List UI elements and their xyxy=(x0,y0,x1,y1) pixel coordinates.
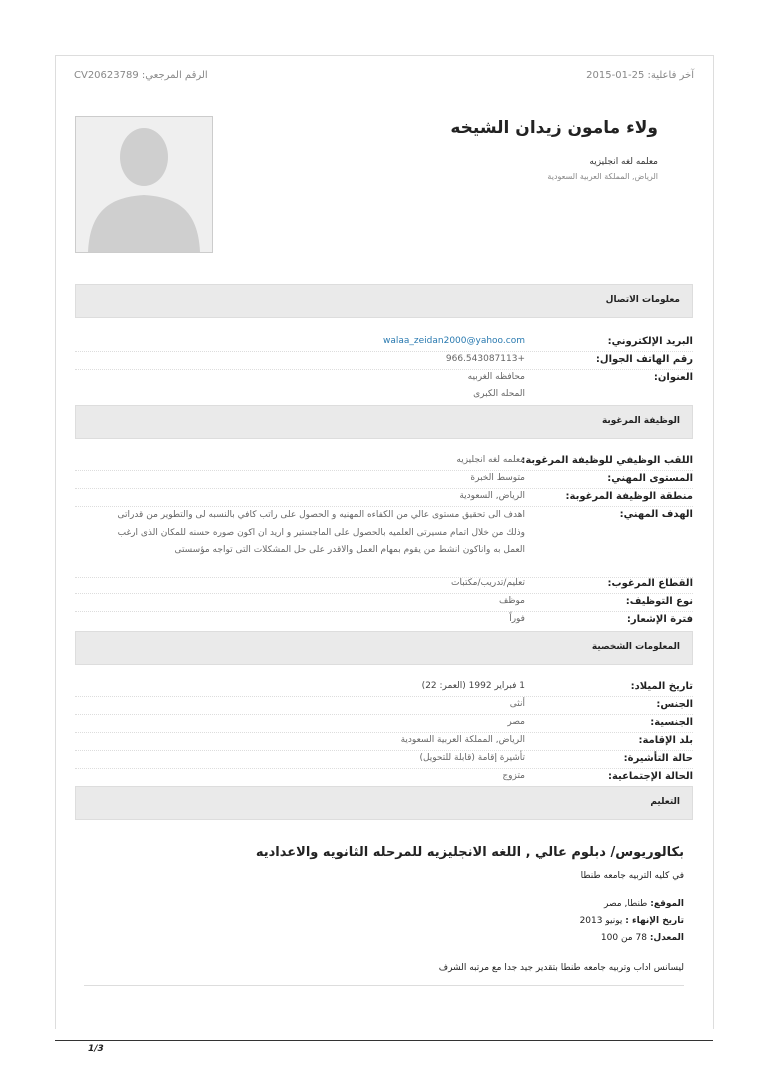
row-value: موظف xyxy=(499,596,525,606)
row-value: الرياض, السعودية xyxy=(459,491,525,501)
row-label: رقم الهاتف الجوال: xyxy=(595,354,693,365)
contact-row-email xyxy=(75,336,693,352)
candidate-name: ولاء مامون زيدان الشيخه xyxy=(450,118,658,138)
section-title: الوظيفة المرغوبة xyxy=(601,416,680,426)
row-value: 1 فبراير 1992 (العمر: 22) xyxy=(421,681,525,691)
target-row-objective xyxy=(75,509,693,578)
top-bar xyxy=(74,70,694,86)
personal-row-gender xyxy=(75,699,693,715)
avatar-placeholder-icon xyxy=(76,117,212,252)
education-description: ليسانس اداب وتربيه جامعه طنطا بتقدير جيد جدا مع مرتبه الشرف xyxy=(438,963,684,973)
contact-row-address xyxy=(75,372,693,402)
target-row-region xyxy=(75,491,693,507)
row-value: متوسط الخبرة xyxy=(470,473,525,483)
education-location-value: طنطا, مصر xyxy=(604,899,648,909)
row-value-line2: المحله الكبرى xyxy=(473,389,525,399)
page-number: 1/3 xyxy=(88,1044,104,1054)
row-value: محافظه الغربيه xyxy=(467,372,525,382)
education-divider xyxy=(84,985,684,986)
education-location-label: الموقع: xyxy=(650,899,684,909)
row-label: حالة التأشيرة: xyxy=(623,753,693,764)
section-title: معلومات الاتصال xyxy=(605,295,680,305)
row-label: الجنسية: xyxy=(650,717,693,728)
target-row-title xyxy=(75,455,693,471)
education-end-value: يونيو 2013 xyxy=(579,916,623,926)
row-label: الجنس: xyxy=(656,699,693,710)
section-title: المعلومات الشخصية xyxy=(591,642,680,652)
target-row-notice xyxy=(75,614,693,629)
row-value: متزوج xyxy=(502,771,525,781)
target-row-level xyxy=(75,473,693,489)
row-label: نوع التوظيف: xyxy=(625,596,693,607)
row-value: اهدف الى تحقيق مستوى عالي من الكفاءه المهنيه و الحصول على راتب كافي بالنسبه لى والتطوير من قدراتى وذلك من خلال اتمام مسيرتى العلميه بالحصول على الماجستير و اريد ان اكون صوره حسنه للمكان الذى ارغب العمل به واناكون انشط من يقوم بمهام العمل والاقدر على حل المشكلات التى تواجه مؤسستى xyxy=(117,510,525,555)
personal-row-nationality xyxy=(75,717,693,733)
row-label: العنوان: xyxy=(653,372,693,383)
section-personal-header xyxy=(75,631,693,665)
section-target-job-header xyxy=(75,405,693,439)
footer-divider xyxy=(55,1040,713,1041)
row-label: الهدف المهني: xyxy=(619,509,693,520)
row-value: معلمه لغه انجليزيه xyxy=(456,455,525,465)
education-grade-label: المعدل: xyxy=(649,933,684,943)
target-row-employment-type xyxy=(75,596,693,612)
row-label: تاريخ الميلاد: xyxy=(630,681,693,692)
row-value: فوراً xyxy=(509,614,525,624)
section-education-header xyxy=(75,786,693,820)
section-title: التعليم xyxy=(650,797,680,807)
row-label: فترة الإشعار: xyxy=(626,614,693,625)
email-link[interactable]: walaa_zeidan2000@yahoo.com xyxy=(383,336,525,346)
personal-row-marital xyxy=(75,771,693,786)
row-label: اللقب الوظيفي للوظيفة المرغوبة: xyxy=(521,455,693,466)
target-row-sector xyxy=(75,578,693,594)
row-label: المستوى المهني: xyxy=(607,473,693,484)
last-activity: آخر فاعلية: 25-01-2015 xyxy=(586,70,694,81)
personal-row-birthdate xyxy=(75,681,693,697)
education-location xyxy=(604,899,684,909)
row-value: مصر xyxy=(507,717,525,727)
contact-row-phone xyxy=(75,354,693,370)
row-label: القطاع المرغوب: xyxy=(607,578,693,589)
row-label: البريد الإلكتروني: xyxy=(607,336,693,347)
education-grade xyxy=(601,933,684,943)
row-value: تعليم/تدريب/مكتبات xyxy=(451,578,525,588)
profile-photo xyxy=(75,116,213,253)
row-value: أنثى xyxy=(509,699,525,709)
education-institution: في كليه التربيه جامعه طنطا xyxy=(580,871,684,881)
row-value: تأشيرة إقامة (قابلة للتحويل) xyxy=(419,753,525,763)
row-value: الرياض, المملكة العربية السعودية xyxy=(400,735,525,745)
reference-number: الرقم المرجعي: CV20623789 xyxy=(74,70,208,81)
row-value: +966.543087113 xyxy=(445,354,525,364)
candidate-location: الرياض, المملكة العربية السعودية xyxy=(547,172,658,181)
education-end-label: تاريخ الإنهاء : xyxy=(625,916,684,926)
personal-row-residence xyxy=(75,735,693,751)
personal-row-visa xyxy=(75,753,693,769)
candidate-job-title: معلمه لغه انجليزيه xyxy=(589,157,658,167)
education-grade-value: 78 من 100 xyxy=(600,933,647,943)
row-label: منطقة الوظيفة المرغوبة: xyxy=(565,491,693,502)
education-end-date xyxy=(580,916,684,926)
row-label: بلد الإقامة: xyxy=(638,735,693,746)
row-label: الحالة الإجتماعية: xyxy=(607,771,693,782)
section-contact-header xyxy=(75,284,693,318)
education-degree: بكالوريوس/ دبلوم عالي , اللغه الانجليزيه للمرحله الثانويه والاعداديه xyxy=(255,845,684,860)
